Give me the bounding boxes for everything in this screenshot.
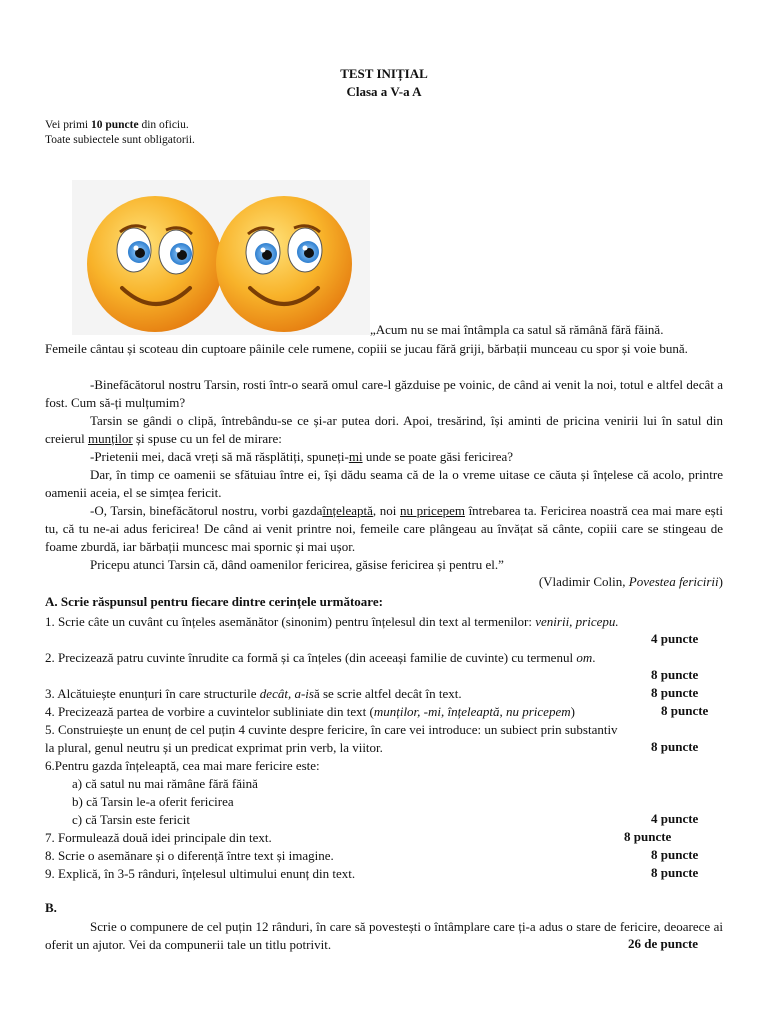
question-text-end: ă se scrie altfel decât în text. xyxy=(313,686,462,701)
intro-bold-points: 10 puncte xyxy=(91,119,139,131)
smiley-image xyxy=(72,180,370,335)
question-5-points: 8 puncte xyxy=(651,739,699,754)
source-author: (Vladimir Colin, xyxy=(538,574,629,589)
question-2 xyxy=(45,649,723,667)
question-italic: om xyxy=(576,650,593,665)
story-paragraph-2: -Binefăcătorul nostru Tarsin, rosti într-o seară omul care-l găzduise pe voinic, de când ai venit la noi, totul e altfel decât a fost. Cum să-ți mulțumim? xyxy=(45,377,723,410)
story-paragraph-4 xyxy=(45,448,723,466)
page-title: TEST INIȚIAL xyxy=(340,66,428,81)
question-4 xyxy=(45,703,723,721)
intro-points xyxy=(45,119,189,131)
page-subtitle: Clasa a V-a A xyxy=(346,84,422,99)
question-5-line-2: la plural, genul neutru și un predicat exprimat prin verb, la viitor. xyxy=(45,740,383,755)
story-text: întrebarea ta. Fericirea noastră cea mai mare ești tu, că tu ne-ai adus fericirea! De când ai venit printre noi, femeile care plângeau au învățat să cânte, copiii care se stingeau de foame zburdă, iar bărbații muncesc mai spornic și mai ușor. xyxy=(45,503,723,554)
question-6-option-a: a) că satul nu mai rămâne fără făină xyxy=(72,776,258,791)
question-7-points: 8 puncte xyxy=(624,829,672,844)
underlined-word: nu pricepem xyxy=(400,503,465,518)
question-6-option-c: c) că Tarsin este fericit xyxy=(72,812,190,827)
question-text: 3. Alcătuiește enunțuri în care structurile xyxy=(45,686,260,701)
question-6-option-b: b) că Tarsin le-a oferit fericirea xyxy=(72,794,234,809)
question-text: 1. Scrie câte un cuvânt cu înțeles asemănător (sinonim) pentru înțelesul din text al termenilor: xyxy=(45,614,536,629)
source-close: ) xyxy=(718,574,723,589)
story-text: Tarsin se gândi o clipă, întrebându-se ce și-ar putea dori. Apoi, tresărind, își aminti de pricina venirii lui în satul din creierul xyxy=(45,413,723,446)
section-b-heading: B. xyxy=(45,900,57,915)
question-4-points: 8 puncte xyxy=(661,703,709,718)
question-italic: munților, -mi, înțeleaptă, nu pricepem xyxy=(373,704,571,719)
section-b-body: Scrie o compunere de cel puțin 12 rânduri, în care să povestești o întâmplare care ți-a adus o stare de fericire, deoarece ai oferit un ajutor. Vei da compunerii tale un titlu potrivit. xyxy=(45,919,723,952)
story-paragraph-1: Femeile cântau și scoteau din cuptoare pâinile cele rumene, copiii se jucau fără griji, bărbații munceau cu spor și voie bună. xyxy=(45,341,688,356)
question-text: 2. Precizează patru cuvinte înrudite ca formă și ca înțeles (din aceeași familie de cuvinte) cu termenul xyxy=(45,650,577,665)
source-title: Povestea fericirii xyxy=(628,574,719,589)
question-8-points: 8 puncte xyxy=(651,847,699,862)
section-b-points: 26 de puncte xyxy=(624,936,698,952)
question-1-points: 4 puncte xyxy=(651,631,699,646)
question-6: 6.Pentru gazda înțeleaptă, cea mai mare fericire este: xyxy=(45,758,320,773)
story-paragraph-7: Pricepu atunci Tarsin că, dând oamenilor fericirea, găsise fericirea și pentru el.” xyxy=(90,557,504,572)
story-paragraph-3 xyxy=(45,412,723,448)
intro-obligatory: Toate subiectele sunt obligatorii. xyxy=(45,134,195,146)
smiley-faces-icon xyxy=(72,180,370,335)
question-3-points: 8 puncte xyxy=(651,685,699,700)
question-3 xyxy=(45,685,723,703)
underlined-word: munților xyxy=(87,431,133,446)
question-9: 9. Explică, în 3-5 rânduri, înțelesul ultimului enunț din text. xyxy=(45,866,356,881)
question-7: 7. Formulează două idei principale din text. xyxy=(45,830,272,845)
underlined-word: înțeleaptă xyxy=(322,503,373,518)
question-2-points: 8 puncte xyxy=(651,667,699,682)
question-text-end: . xyxy=(592,650,596,665)
story-first-line: „Acum nu se mai întâmpla ca satul să rămână fără făină. xyxy=(370,322,664,337)
left-smiley xyxy=(87,196,223,332)
story-text: -O, Tarsin, binefăcătorul nostru, vorbi gazda xyxy=(90,503,323,518)
question-italic: venirii, pricepu. xyxy=(535,614,619,629)
question-5-line-1: 5. Construiește un enunț de cel puțin 4 cuvinte despre fericire, în care vei introduce: un subiect prin substantiv xyxy=(45,722,618,737)
section-a-heading: A. Scrie răspunsul pentru fiecare dintre cerințele următoare: xyxy=(45,594,383,609)
story-text: unde se poate găsi fericirea? xyxy=(362,449,514,464)
underlined-word: mi xyxy=(348,449,363,464)
story-text: -Prietenii mei, dacă vreți să mă răsplătiți, spuneți- xyxy=(90,449,349,464)
intro-text: Vei primi xyxy=(45,119,91,131)
right-smiley xyxy=(216,196,352,332)
question-text: 4. Precizează partea de vorbire a cuvintelor subliniate din text ( xyxy=(45,704,374,719)
story-text: , noi xyxy=(372,503,400,518)
question-1 xyxy=(45,613,723,631)
question-italic: decât, a-is xyxy=(259,686,314,701)
question-text-end: ) xyxy=(570,704,575,719)
story-paragraph-6 xyxy=(45,502,723,556)
story-text: și spuse cu un fel de mirare: xyxy=(132,431,282,446)
question-8: 8. Scrie o asemănare și o diferență între text și imagine. xyxy=(45,848,334,863)
story-paragraph-5: Dar, în timp ce oamenii se sfătuiau între ei, își dădu seama că de la o vreme uitase ce căuta și înțelese că acolo, printre oamenii aceia, el se simțea fericit. xyxy=(45,467,723,500)
question-9-points: 8 puncte xyxy=(651,865,699,880)
story-source xyxy=(539,574,723,590)
question-6-points: 4 puncte xyxy=(651,811,699,826)
intro-text-end: din oficiu. xyxy=(138,119,189,131)
